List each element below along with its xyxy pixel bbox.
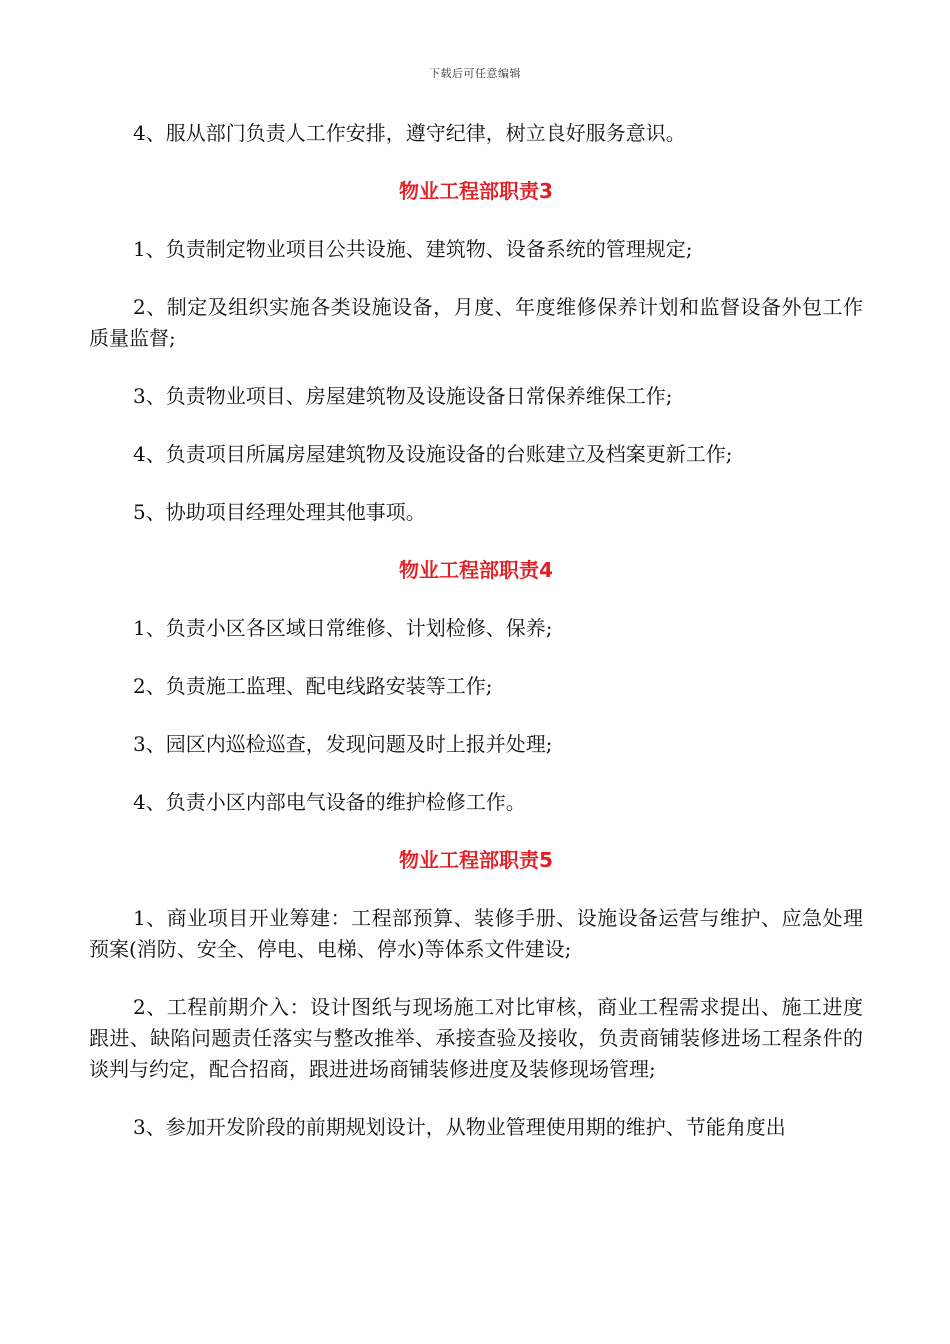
section-heading: 物业工程部职责5 bbox=[399, 848, 553, 872]
paragraph: 4、负责项目所属房屋建筑物及设施设备的台账建立及档案更新工作; bbox=[133, 442, 733, 466]
paragraph: 1、负责小区各区域日常维修、计划检修、保养; bbox=[133, 616, 553, 640]
paragraph: 2、工程前期介入：设计图纸与现场施工对比审核，商业工程需求提出、施工进度跟进、缺陷问题责任落实与整改推举、承接查验及接收，负责商铺装修进场工程条件的谈判与约定，配合招商，跟进进场商铺装修进度及装修现场管理; bbox=[89, 995, 863, 1081]
paragraph: 2、负责施工监理、配电线路安装等工作; bbox=[133, 674, 493, 698]
paragraph: 3、园区内巡检巡查，发现问题及时上报并处理; bbox=[133, 732, 553, 756]
paragraph: 2、制定及组织实施各类设施设备，月度、年度维修保养计划和监督设备外包工作质量监督; bbox=[89, 295, 863, 350]
paragraph: 3、负责物业项目、房屋建筑物及设施设备日常保养维保工作; bbox=[133, 384, 673, 408]
paragraph: 1、负责制定物业项目公共设施、建筑物、设备系统的管理规定; bbox=[133, 237, 693, 261]
paragraph: 4、负责小区内部电气设备的维护检修工作。 bbox=[133, 790, 526, 814]
paragraph: 4、服从部门负责人工作安排，遵守纪律，树立良好服务意识。 bbox=[133, 121, 686, 145]
paragraph: 3、参加开发阶段的前期规划设计，从物业管理使用期的维护、节能角度出 bbox=[133, 1115, 786, 1139]
document-body bbox=[89, 118, 863, 1170]
section-heading: 物业工程部职责4 bbox=[399, 558, 553, 582]
paragraph: 1、商业项目开业筹建：工程部预算、装修手册、设施设备运营与维护、应急处理预案(消防、安全、停电、电梯、停水)等体系文件建设; bbox=[89, 906, 863, 961]
page-header: 下载后可任意编辑 bbox=[429, 67, 521, 80]
paragraph: 5、协助项目经理处理其他事项。 bbox=[133, 500, 426, 524]
section-heading: 物业工程部职责3 bbox=[399, 179, 553, 203]
